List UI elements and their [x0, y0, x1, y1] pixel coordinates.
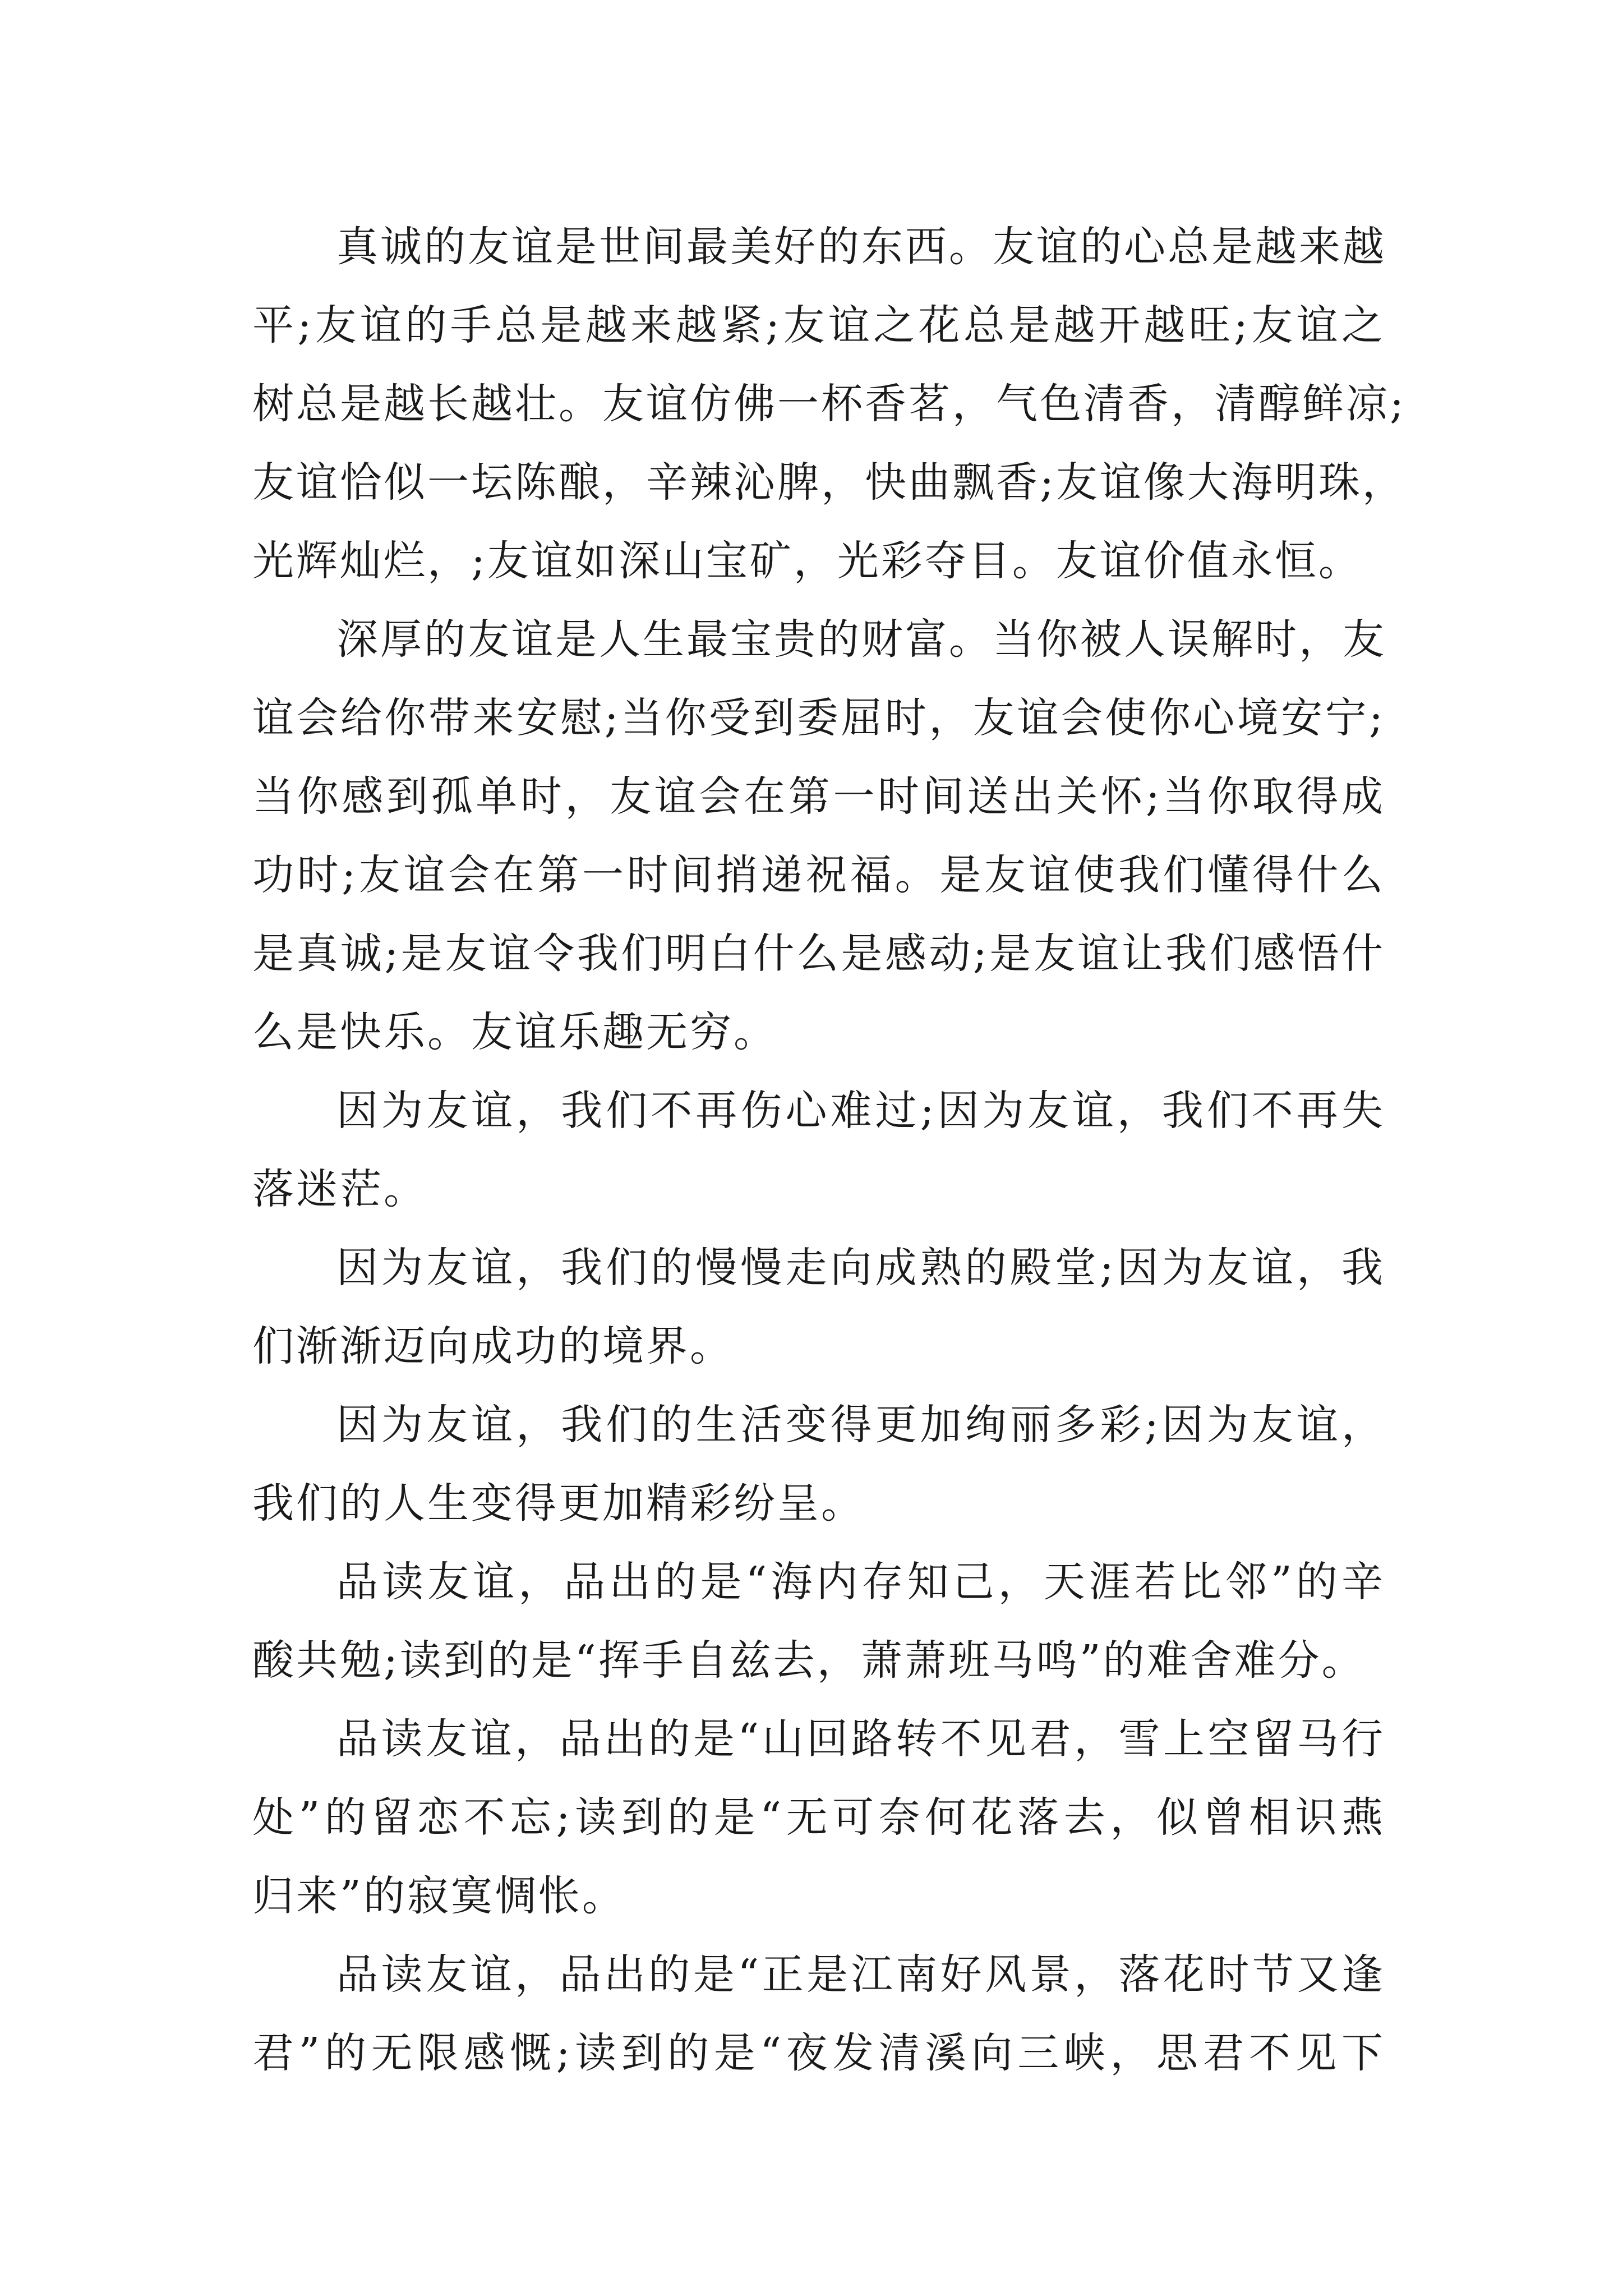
document-page — [252, 208, 1406, 2092]
paragraph — [252, 1935, 1385, 2092]
paragraph — [252, 208, 1406, 600]
text-line: 真诚的友谊是世间最美好的东西。友谊的心总是越来越 — [336, 223, 1386, 271]
paragraph — [252, 600, 1385, 1071]
text-line: 平;友谊的手总是越来越紧;友谊之花总是越开越旺;友谊之 — [252, 301, 1385, 349]
text-line: 么是快乐。友谊乐趣无穷。 — [252, 1008, 777, 1056]
text-line: 君”的无限感慨;读到的是“夜发清溪向三峡，思君不见下 — [252, 2029, 1385, 2077]
text-line: 是真诚;是友谊令我们明白什么是感动;是友谊让我们感悟什 — [252, 930, 1385, 978]
text-line: 品读友谊，品出的是“正是江南好风景，落花时节又逢 — [336, 1950, 1385, 1999]
text-line: 深厚的友谊是人生最宝贵的财富。当你被人误解时，友 — [336, 615, 1386, 664]
paragraph — [252, 1543, 1385, 1700]
text-line: 品读友谊，品出的是“海内存知己，天涯若比邻”的辛 — [336, 1558, 1385, 1606]
text-line: 们渐渐迈向成功的境界。 — [252, 1322, 734, 1370]
text-line: 因为友谊，我们的慢慢走向成熟的殿堂;因为友谊，我 — [336, 1244, 1385, 1292]
paragraph — [252, 1228, 1385, 1386]
text-line: 我们的人生变得更加精彩纷呈。 — [252, 1479, 865, 1527]
text-line: 落迷茫。 — [252, 1165, 427, 1213]
text-line: 归来”的寂寞惆怅。 — [252, 1872, 626, 1920]
text-line: 因为友谊，我们的生活变得更加绚丽多彩;因为友谊， — [336, 1401, 1385, 1449]
text-line: 品读友谊，品出的是“山回路转不见君，雪上空留马行 — [336, 1715, 1385, 1763]
text-line: 谊会给你带来安慰;当你受到委屈时，友谊会使你心境安宁; — [252, 694, 1385, 742]
text-line: 功时;友谊会在第一时间捎递祝福。是友谊使我们懂得什么 — [252, 851, 1385, 899]
text-line: 树总是越长越壮。友谊仿佛一杯香茗，气色清香，清醇鲜凉; — [252, 380, 1406, 428]
paragraph — [252, 1386, 1385, 1543]
text-line: 光辉灿烂，;友谊如深山宝矿，光彩夺目。友谊价值永恒。 — [252, 537, 1362, 585]
text-line: 酸共勉;读到的是“挥手自兹去，萧萧班马鸣”的难舍难分。 — [252, 1636, 1366, 1685]
paragraph — [252, 1700, 1385, 1935]
paragraph — [252, 1071, 1385, 1228]
text-line: 友谊恰似一坛陈酿，辛辣沁脾，快曲飘香;友谊像大海明珠， — [252, 458, 1406, 507]
text-line: 处”的留恋不忘;读到的是“无可奈何花落去，似曾相识燕 — [252, 1793, 1385, 1842]
text-line: 因为友谊，我们不再伤心难过;因为友谊，我们不再失 — [336, 1087, 1385, 1135]
text-line: 当你感到孤单时，友谊会在第一时间送出关怀;当你取得成 — [252, 772, 1385, 821]
